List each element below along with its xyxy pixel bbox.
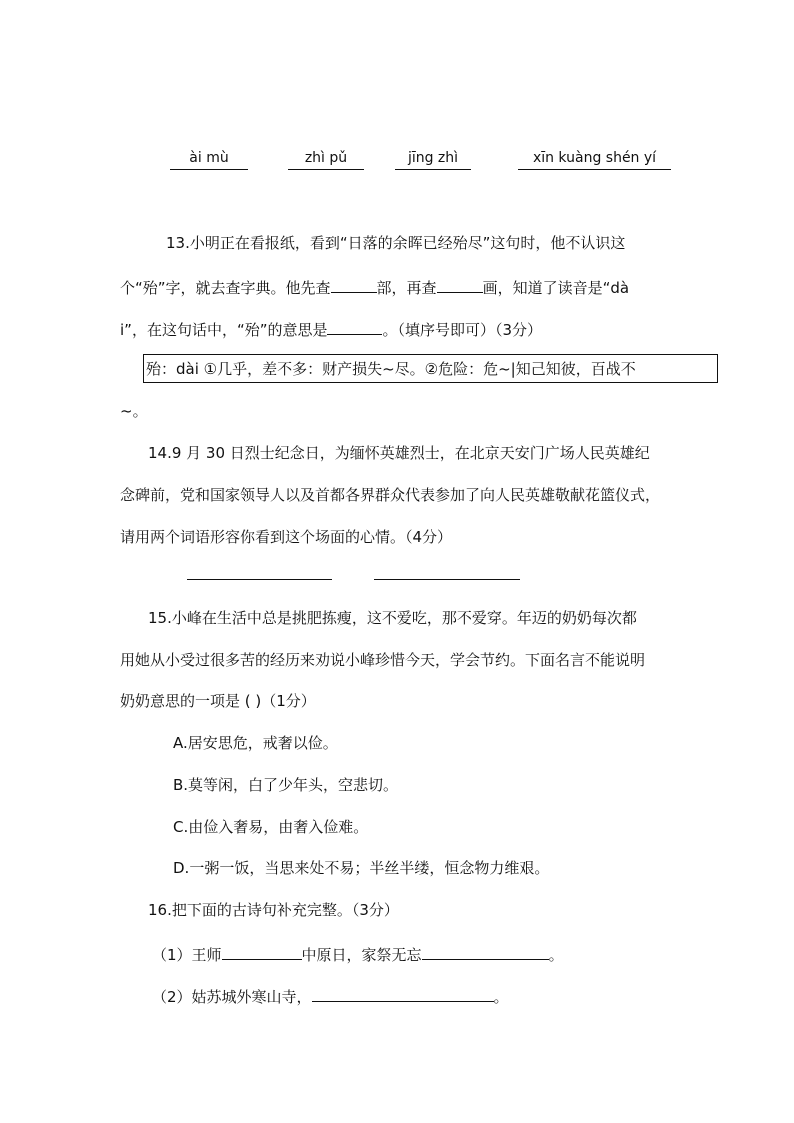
- q15-line2: 用她从小受过很多苦的经历来劝说小峰珍惜今天，学会节约。下面名言不能说明: [120, 651, 646, 669]
- q16-poem-1-b: 中原日，家祭无忘: [301, 946, 422, 964]
- q13-dictionary-text: 殆：dài ①几乎，差不多：财产损失~尽。②危险：危~|知己知彼，百战不: [146, 360, 636, 378]
- q13-blank-meaning[interactable]: [327, 320, 382, 335]
- q16-poem-2-b: 。: [493, 988, 509, 1006]
- q16-poem-2-a: （2）姑苏城外寒山寺，: [152, 988, 312, 1006]
- q15-option-a[interactable]: A.居安思危，戒奢以俭。: [173, 734, 338, 752]
- q13-line2-c: 画，知道了读音是“dà: [482, 279, 630, 297]
- q13-line3: [120, 320, 542, 338]
- q15-line1: 15.小峰在生活中总是挑肥拣瘦，这不爱吃，那不爱穿。年迈的奶奶每次都: [148, 609, 637, 627]
- q13-line2: [120, 278, 629, 296]
- q15-option-b[interactable]: B.莫等闲，白了少年头，空悲切。: [173, 776, 399, 794]
- q15-option-d[interactable]: D.一粥一饭，当思来处不易；半丝半缕，恒念物力维艰。: [173, 859, 550, 877]
- q15-option-c[interactable]: C.由俭入奢易，由奢入俭难。: [173, 818, 369, 836]
- q14-line3: 请用两个词语形容你看到这个场面的心情。（4分）: [120, 528, 453, 546]
- q13-blank-strokes[interactable]: [437, 278, 483, 293]
- q13-blank-radical[interactable]: [331, 278, 377, 293]
- q16-poem-2: [152, 987, 509, 1005]
- pinyin-blank-aimu[interactable]: ài mù: [170, 150, 248, 170]
- q15-line3: 奶奶意思的一项是 ( )（1分）: [120, 692, 316, 710]
- q16-blank-1[interactable]: [222, 945, 302, 960]
- q16-blank-3[interactable]: [312, 987, 494, 1002]
- q13-line3-b: 。（填序号即可）（3分）: [382, 321, 543, 339]
- q16-blank-2[interactable]: [422, 945, 549, 960]
- q16-poem-1-c: 。: [548, 946, 564, 964]
- q16-poem-1-a: （1）王师: [152, 946, 222, 964]
- pinyin-blank-xinkuangshenyi[interactable]: xīn kuàng shén yí: [518, 150, 671, 170]
- q14-answer-blank-1[interactable]: [187, 579, 332, 580]
- q16-title: 16.把下面的古诗句补充完整。（3分）: [148, 901, 399, 919]
- q14-answer-blank-2[interactable]: [374, 579, 520, 580]
- q13-line2-b: 部，再查: [376, 279, 437, 297]
- q13-line1: 13.小明正在看报纸，看到“日落的余晖已经殆尽”这句时，他不认识这: [166, 234, 626, 252]
- q13-line3-a: i”，在这句话中，“殆”的意思是: [120, 321, 328, 339]
- q14-line1: 14.9 月 30 日烈士纪念日，为缅怀英雄烈士，在北京天安门广场人民英雄纪: [148, 444, 650, 462]
- q13-line2-a: 个“殆”字，就去查字典。他先查: [120, 279, 331, 297]
- q16-poem-1: [152, 945, 564, 963]
- q14-line2: 念碑前，党和国家领导人以及首都各界群众代表参加了向人民英雄敬献花篮仪式，: [120, 486, 661, 504]
- pinyin-blank-jingzhi[interactable]: jīng zhì: [395, 150, 471, 170]
- pinyin-blank-zhipu[interactable]: zhì pǔ: [288, 150, 364, 170]
- q13-dictionary-tail: ~。: [120, 402, 148, 420]
